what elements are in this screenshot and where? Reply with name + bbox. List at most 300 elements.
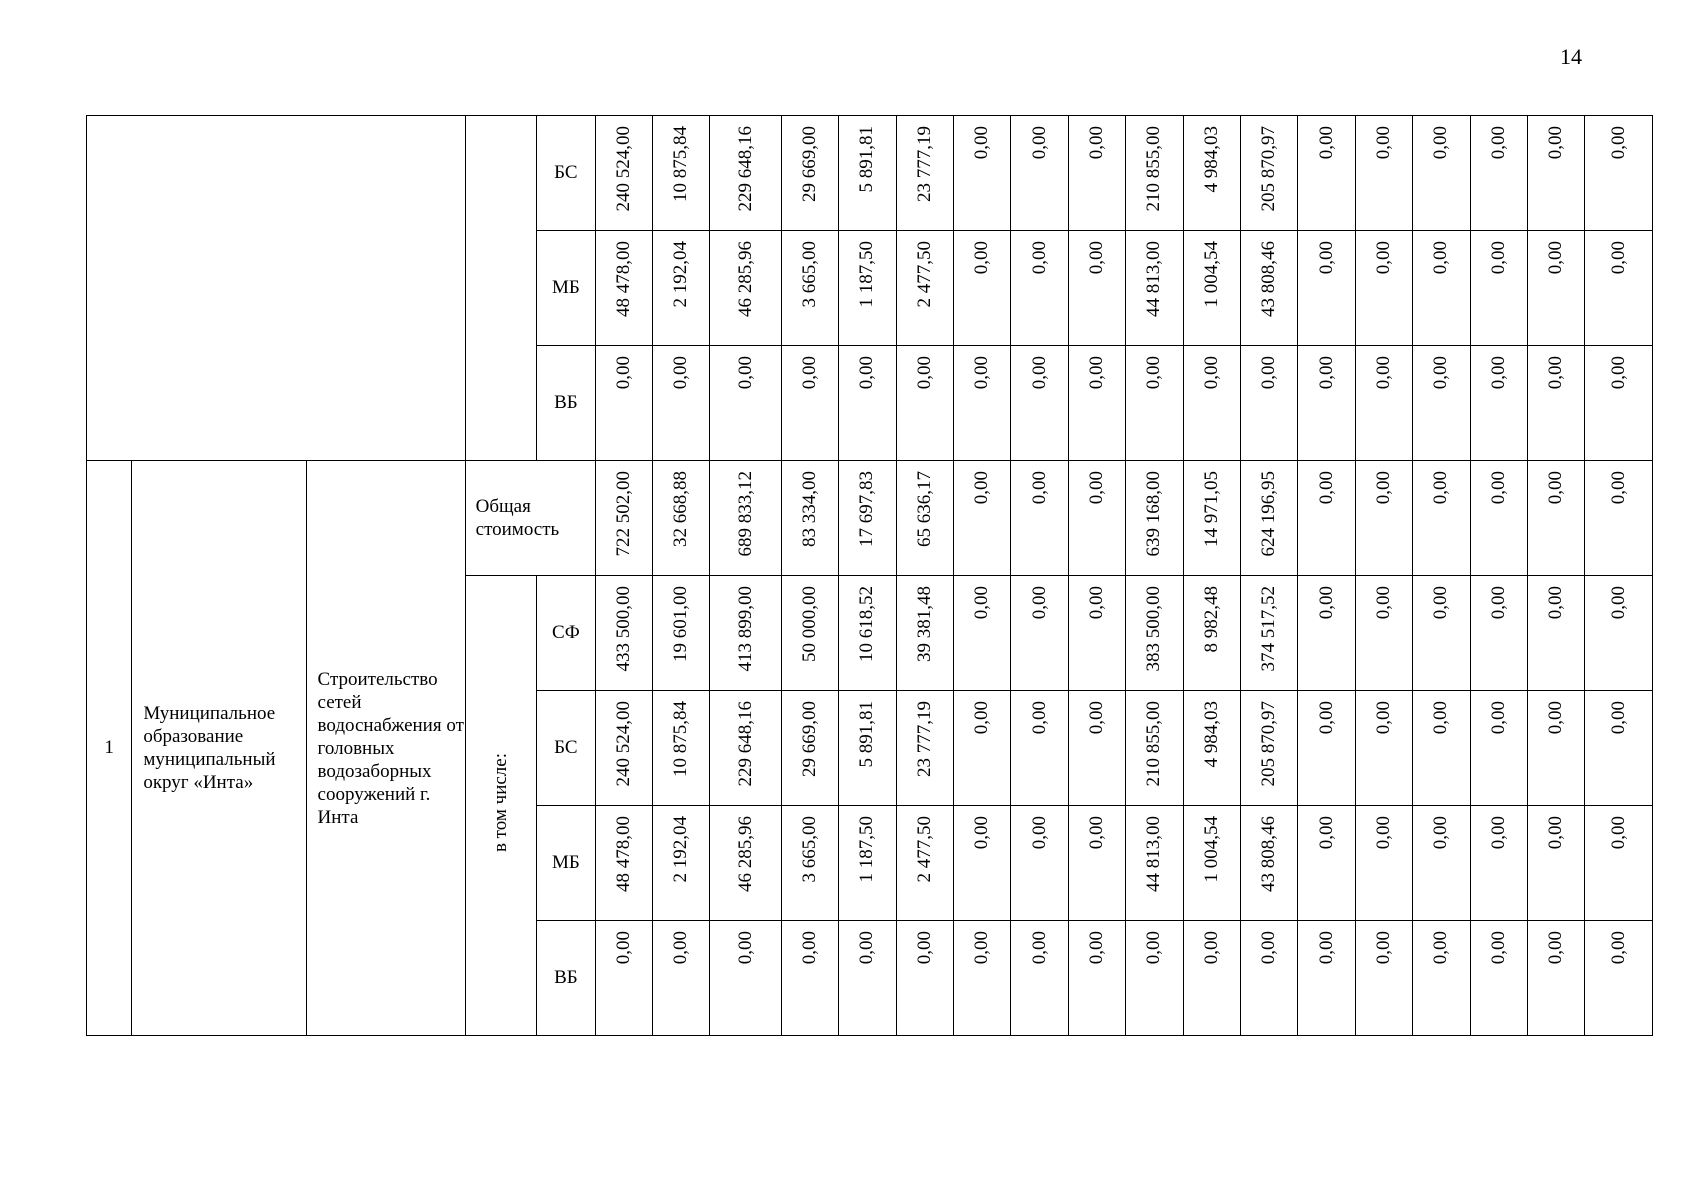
value-text: 0,00 [1028,241,1050,275]
value-text: 0,00 [1607,241,1629,275]
value-cell [1413,461,1470,576]
value-text: 43 808,46 [1258,241,1280,317]
value-cell [954,806,1011,921]
value-text: 0,00 [1545,356,1567,390]
funding-source: ВБ [537,921,595,1036]
value-cell [595,231,652,346]
value-cell [839,691,896,806]
value-text: 0,00 [1315,126,1337,160]
value-cell [1527,576,1584,691]
value-text: 0,00 [1607,126,1629,160]
value-text: 0,00 [1372,586,1394,620]
value-cell [839,116,896,231]
value-cell [1470,691,1527,806]
value-cell [652,461,709,576]
value-text: 0,00 [1607,356,1629,390]
value-cell [781,806,838,921]
value-cell [1298,806,1355,921]
value-text: 0,00 [1315,241,1337,275]
value-text: 46 285,96 [734,816,756,892]
value-cell [1527,346,1584,461]
value-text: 0,00 [1372,816,1394,850]
table-row-total [87,461,1653,576]
value-text: 0,00 [1372,701,1394,735]
value-text: 17 697,83 [856,471,878,547]
value-text: 2 192,04 [670,816,692,883]
including-label-cell [465,576,537,1036]
value-text: 0,00 [1487,701,1509,735]
value-text: 0,00 [1315,701,1337,735]
value-cell [710,116,782,231]
value-cell [1126,576,1183,691]
value-text: 44 813,00 [1143,241,1165,317]
value-text: 0,00 [971,931,993,965]
value-cell [1470,576,1527,691]
value-cell [1011,691,1068,806]
value-text: 0,00 [1545,816,1567,850]
funding-source: ВБ [537,346,595,461]
value-cell [1413,691,1470,806]
value-text: 50 000,00 [799,586,821,662]
value-text: 0,00 [612,931,634,965]
value-cell [896,921,953,1036]
value-cell [1183,116,1240,231]
value-cell [1470,116,1527,231]
value-text: 29 669,00 [799,701,821,777]
value-text: 0,00 [1028,586,1050,620]
value-text: 0,00 [1545,241,1567,275]
value-text: 0,00 [1372,931,1394,965]
value-cell [954,231,1011,346]
value-text: 229 648,16 [734,701,756,787]
value-cell [781,346,838,461]
value-text: 39 381,48 [913,586,935,662]
value-text: 46 285,96 [734,241,756,317]
value-cell [1126,921,1183,1036]
value-cell [595,921,652,1036]
value-text: 0,00 [1545,931,1567,965]
value-cell [839,806,896,921]
funding-source: МБ [537,231,595,346]
value-text: 4 984,03 [1200,126,1222,193]
value-text: 8 982,48 [1200,586,1222,653]
value-text: 0,00 [1430,241,1452,275]
value-cell [652,116,709,231]
page-number: 14 [1560,44,1582,69]
value-cell [1298,691,1355,806]
value-cell [710,806,782,921]
value-text: 0,00 [971,356,993,390]
value-text: 5 891,81 [856,701,878,768]
value-text: 0,00 [1028,356,1050,390]
value-text: 14 971,05 [1200,471,1222,547]
value-text: 0,00 [1430,816,1452,850]
value-cell [896,116,953,231]
value-text: 0,00 [1315,816,1337,850]
value-text: 1 004,54 [1200,241,1222,308]
value-text: 29 669,00 [799,126,821,202]
funding-source: БС [537,116,595,231]
value-cell [954,576,1011,691]
value-text: 0,00 [1430,586,1452,620]
value-cell [1183,691,1240,806]
value-cell [1126,691,1183,806]
value-cell [1183,231,1240,346]
value-cell [1011,921,1068,1036]
value-cell [1413,231,1470,346]
value-text: 240 524,00 [612,126,634,212]
value-cell [595,116,652,231]
value-text: 624 196,95 [1258,471,1280,557]
value-cell [954,921,1011,1036]
municipality-name: Муниципальное образование муниципальный округ «Инта» [132,461,306,1036]
value-text: 1 187,50 [856,816,878,883]
value-text: 0,00 [1487,126,1509,160]
value-text: 0,00 [971,471,993,505]
value-cell [1585,576,1653,691]
value-cell [1585,921,1653,1036]
value-text: 0,00 [856,356,878,390]
value-cell [1183,346,1240,461]
value-cell [1240,346,1297,461]
value-text: 0,00 [1607,471,1629,505]
value-cell [1413,346,1470,461]
value-text: 0,00 [1372,241,1394,275]
value-text: 0,00 [1487,471,1509,505]
value-text: 0,00 [1372,126,1394,160]
value-cell [1183,461,1240,576]
value-text: 0,00 [856,931,878,965]
value-text: 0,00 [734,356,756,390]
value-text: 0,00 [1143,931,1165,965]
value-text: 3 665,00 [799,816,821,883]
value-cell [1240,921,1297,1036]
value-cell [781,691,838,806]
value-text: 48 478,00 [612,816,634,892]
value-text: 0,00 [1545,126,1567,160]
value-cell [652,576,709,691]
value-cell [1585,461,1653,576]
value-text: 0,00 [971,241,993,275]
value-cell [1011,231,1068,346]
value-cell [954,346,1011,461]
value-text: 83 334,00 [799,471,821,547]
value-text: 3 665,00 [799,241,821,308]
value-text: 1 004,54 [1200,816,1222,883]
value-cell [839,576,896,691]
value-cell [896,231,953,346]
value-cell [1126,346,1183,461]
value-cell [1470,346,1527,461]
value-text: 0,00 [1085,471,1107,505]
empty-including-cell [465,116,537,461]
value-cell [1413,921,1470,1036]
value-cell [1585,691,1653,806]
value-cell [781,921,838,1036]
value-cell [1011,116,1068,231]
value-cell [954,461,1011,576]
value-cell [1470,461,1527,576]
value-cell [1068,806,1125,921]
value-text: 0,00 [612,356,634,390]
value-text: 0,00 [971,701,993,735]
value-cell [1126,806,1183,921]
value-cell [1470,231,1527,346]
value-cell [1527,461,1584,576]
value-cell [954,116,1011,231]
value-text: 0,00 [1430,356,1452,390]
value-cell [1527,116,1584,231]
value-text: 0,00 [1200,356,1222,390]
value-cell [652,691,709,806]
value-cell [1355,691,1412,806]
value-cell [1068,116,1125,231]
value-cell [1068,576,1125,691]
value-cell [1126,116,1183,231]
value-cell [1011,576,1068,691]
value-text: 639 168,00 [1143,471,1165,557]
value-cell [954,691,1011,806]
value-cell [652,231,709,346]
value-text: 0,00 [1430,126,1452,160]
value-cell [1126,461,1183,576]
total-cost-label: Общая стоимость [465,461,595,576]
funding-source: БС [537,691,595,806]
value-cell [595,461,652,576]
value-cell [1183,921,1240,1036]
value-text: 0,00 [913,931,935,965]
value-text: 10 875,84 [670,126,692,202]
value-text: 0,00 [1607,931,1629,965]
value-text: 43 808,46 [1258,816,1280,892]
value-cell [1068,461,1125,576]
value-text: 0,00 [1143,356,1165,390]
value-cell [1183,806,1240,921]
value-cell [1355,116,1412,231]
value-cell [1585,231,1653,346]
value-text: 0,00 [971,816,993,850]
value-text: 0,00 [1315,931,1337,965]
value-cell [1413,576,1470,691]
value-cell [1068,691,1125,806]
value-cell [652,921,709,1036]
value-cell [1240,231,1297,346]
value-cell [1355,231,1412,346]
value-text: 65 636,17 [913,471,935,547]
value-cell [1240,691,1297,806]
value-cell [1240,461,1297,576]
value-text: 5 891,81 [856,126,878,193]
value-text: 10 875,84 [670,701,692,777]
value-cell [896,461,953,576]
value-text: 2 477,50 [913,816,935,883]
value-cell [595,806,652,921]
value-text: 0,00 [1085,586,1107,620]
value-text: 0,00 [1085,356,1107,390]
value-text: 2 477,50 [913,241,935,308]
value-text: 0,00 [913,356,935,390]
value-cell [710,921,782,1036]
value-cell [652,806,709,921]
value-text: 48 478,00 [612,241,634,317]
value-text: 0,00 [1028,126,1050,160]
value-text: 0,00 [1085,931,1107,965]
value-cell [710,576,782,691]
value-cell [839,346,896,461]
value-cell [1068,231,1125,346]
value-cell [1527,691,1584,806]
value-cell [1298,231,1355,346]
value-text: 0,00 [1085,701,1107,735]
value-text: 0,00 [1545,701,1567,735]
value-cell [896,346,953,461]
value-cell [652,346,709,461]
value-text: 0,00 [971,126,993,160]
value-cell [1355,921,1412,1036]
value-text: 722 502,00 [612,471,634,557]
value-cell [1298,576,1355,691]
value-cell [1068,346,1125,461]
item-index: 1 [87,461,132,1036]
value-text: 210 855,00 [1143,701,1165,787]
value-text: 0,00 [1607,701,1629,735]
value-cell [839,231,896,346]
value-text: 240 524,00 [612,701,634,787]
value-cell [1011,806,1068,921]
budget-table [86,115,1653,1036]
value-text: 0,00 [1028,471,1050,505]
value-text: 433 500,00 [612,586,634,672]
value-text: 4 984,03 [1200,701,1222,768]
value-cell [595,576,652,691]
value-cell [1585,346,1653,461]
value-text: 0,00 [1315,471,1337,505]
value-text: 0,00 [670,356,692,390]
value-cell [1298,921,1355,1036]
value-cell [595,691,652,806]
value-text: 0,00 [1372,356,1394,390]
value-text: 0,00 [1085,126,1107,160]
value-cell [1298,461,1355,576]
value-text: 32 668,88 [670,471,692,547]
value-text: 0,00 [670,931,692,965]
value-text: 0,00 [1315,356,1337,390]
value-text: 44 813,00 [1143,816,1165,892]
value-text: 0,00 [1487,586,1509,620]
value-text: 0,00 [1315,586,1337,620]
value-cell [1240,116,1297,231]
value-cell [710,231,782,346]
value-text: 0,00 [734,931,756,965]
value-cell [1298,346,1355,461]
value-text: 210 855,00 [1143,126,1165,212]
value-cell [896,691,953,806]
value-text: 205 870,97 [1258,126,1280,212]
value-cell [839,461,896,576]
value-text: 0,00 [1487,931,1509,965]
value-text: 689 833,12 [734,471,756,557]
value-text: 0,00 [1607,586,1629,620]
value-cell [781,116,838,231]
value-cell [1011,346,1068,461]
value-cell [839,921,896,1036]
value-text: 205 870,97 [1258,701,1280,787]
value-cell [710,346,782,461]
value-cell [896,576,953,691]
value-cell [1068,921,1125,1036]
value-text: 2 192,04 [670,241,692,308]
value-text: 10 618,52 [856,586,878,662]
value-text: 0,00 [1372,471,1394,505]
value-cell [1355,346,1412,461]
value-text: 23 777,19 [913,701,935,777]
funding-source: СФ [537,576,595,691]
value-text: 0,00 [1085,816,1107,850]
value-cell [781,576,838,691]
value-text: 383 500,00 [1143,586,1165,672]
value-text: 1 187,50 [856,241,878,308]
value-text: 0,00 [1430,471,1452,505]
value-text: 0,00 [1430,931,1452,965]
table-row [87,116,1653,231]
value-text: 0,00 [1487,816,1509,850]
value-cell [1355,806,1412,921]
value-cell [1527,806,1584,921]
value-cell [1585,116,1653,231]
value-text: 413 899,00 [734,586,756,672]
value-cell [1585,806,1653,921]
value-text: 0,00 [799,931,821,965]
funding-source: МБ [537,806,595,921]
value-cell [1527,231,1584,346]
value-text: 0,00 [1028,931,1050,965]
value-cell [896,806,953,921]
value-text: 0,00 [1487,241,1509,275]
value-cell [1240,576,1297,691]
value-text: 0,00 [1258,931,1280,965]
value-cell [1240,806,1297,921]
value-cell [1355,461,1412,576]
value-cell [1527,921,1584,1036]
value-text: 0,00 [1258,356,1280,390]
value-cell [1470,921,1527,1036]
value-cell [710,461,782,576]
value-cell [1413,116,1470,231]
value-text: 0,00 [1430,701,1452,735]
value-text: 229 648,16 [734,126,756,212]
value-text: 0,00 [1545,471,1567,505]
value-cell [1183,576,1240,691]
value-text: 374 517,52 [1258,586,1280,672]
value-cell [1413,806,1470,921]
value-text: 0,00 [1200,931,1222,965]
value-cell [1126,231,1183,346]
value-text: 0,00 [799,356,821,390]
value-text: 0,00 [1607,816,1629,850]
including-label: в том числе: [489,752,511,853]
value-text: 0,00 [971,586,993,620]
empty-merged-cell [87,116,466,461]
value-text: 19 601,00 [670,586,692,662]
value-text: 0,00 [1028,816,1050,850]
value-cell [1298,116,1355,231]
value-text: 23 777,19 [913,126,935,202]
value-cell [1355,576,1412,691]
value-cell [781,231,838,346]
value-cell [710,691,782,806]
value-cell [595,346,652,461]
value-text: 0,00 [1028,701,1050,735]
